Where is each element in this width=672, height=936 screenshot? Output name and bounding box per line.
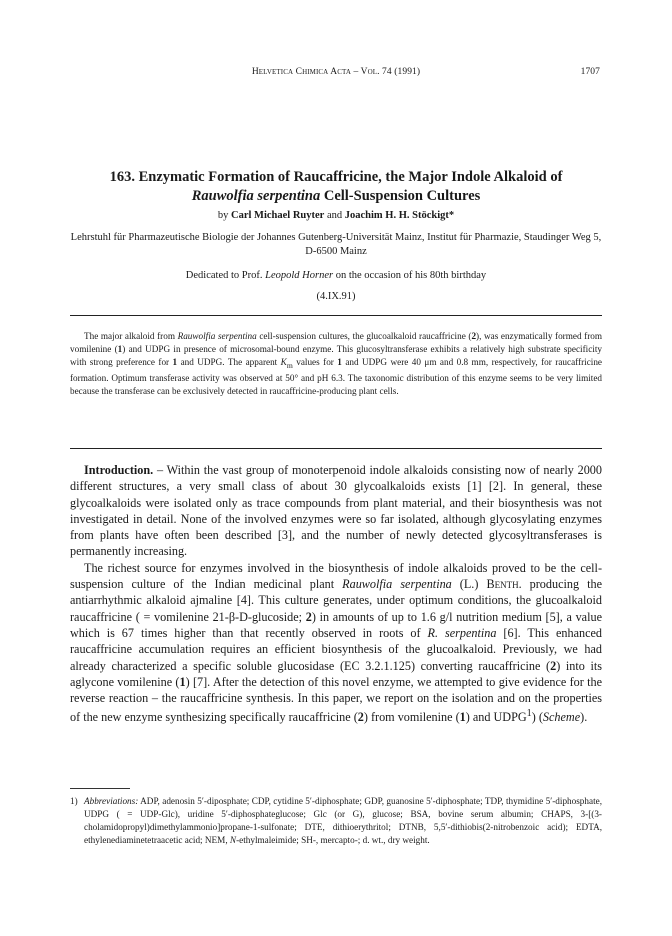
author-ruyter: Carl Michael Ruyter [231,210,325,221]
author-line [0,210,672,221]
dedication-post: on the occasion of his 80th birthday [333,270,487,281]
abstract-text: cell-suspension cultures, the glucoalkaloid raucaffricine ( [256,331,472,341]
km-subscript: m [286,360,293,370]
footnote-mark: 1) [70,796,78,806]
abstract-text: and UDPG were 40 μm and 0.8 mm, respectively, for raucaffricine formation. Optimum transferase activity was observed at 50° and pH 6.3. The taxonomic distribution of this enzyme seems to be very limited because the transferase can be exclusively detected in raucaffricine-producing plant cells. [70,357,603,396]
paragraph-text: ) ( [531,710,543,725]
footnote [70,795,602,847]
running-head [0,66,672,82]
paragraph-text: ) [7]. After the detection of this novel enzyme, we attempted to give evidence for the reverse reaction – the raucaffricine synthesis. In this paper, we report on the isolation and on the properties of the new enzyme synthesizing specifically raucaffricine ( [70,674,602,725]
km-symbol: K [280,357,287,367]
compound-number: 2 [550,658,557,673]
footnote-body [84,795,602,847]
title-line-1: 163. Enzymatic Formation of Raucaffricine, the Major Indole Alkaloid of [109,169,563,185]
abstract [70,330,602,398]
footnote-rule [70,788,130,789]
received-date: (4.IX.91) [316,291,356,302]
by-label: by [217,210,231,221]
footnote-ref: 1 [526,708,532,720]
abstract-top-rule [70,315,602,316]
abstract-text: and UDPG. The apparent [177,357,281,367]
author-stockigt: Joachim H. H. Stöckigt* [344,210,455,221]
footnote-text: -ethylmaleimide; SH-, mercapto-; d. wt., dry weight. [236,835,430,845]
abstract-text: The major alkaloid from [84,331,178,341]
article-title [92,168,580,206]
footnote-label: Abbreviations: [84,796,139,806]
compound-number: 2 [305,609,312,624]
title-line-2-end: Cell-Suspension Cultures [320,188,481,204]
and-label: and [324,210,345,221]
dedication [0,270,672,281]
compound-number: 1 [179,674,186,689]
plant-name: Rauwolfia serpentina [342,577,452,592]
paragraph-text: ). [580,710,588,725]
page-number: 1707 [580,67,600,77]
paragraph-text: ) and UDPG [465,710,527,725]
paragraph-text: [6]. This enhanced raucaffricine accumulation requires an efficient biosynthesis of the glucoalkaloid. Previously, we had already characterized a specific soluble glucosidase (EC 3.2.1.125) converting raucaffricine ( [70,625,602,673]
intro-heading: Introduction. [84,463,154,477]
intro-paragraph-2 [70,560,602,726]
paragraph-text: producing the antiarrhythmic alkaloid ajmaline [4]. This culture generates, under optimum conditions, the glucoalkaloid raucaffricine ( = vomilenine 21-β-D-glucoside; [70,577,602,624]
plant-name: R. serpentina [427,625,497,640]
footnote-italic: N [229,835,237,845]
paragraph-text: ) in amounts of up to 1.6 g/l nutrition medium [5], a value which is 67 times higher than that recently observed in roots of [70,609,602,640]
scheme-ref: Scheme [542,710,581,725]
affiliation: Lehrstuhl für Pharmazeutische Biologie der Johannes Gutenberg-Universität Mainz, Institut für Pharmazie, Staudinger Weg 5, D-6500 Mainz [70,232,602,257]
compound-number: 2 [471,331,477,341]
paragraph-text: (L.) [451,577,487,592]
abstract-text: ) and UDPG in presence of microsomal-bound enzyme. This glucosyltransferase exhibits a relatively high substrate specificity with strong preference for [70,344,602,367]
paragraph-text: – Within the vast group of monoterpenoid indole alkaloids consisting now of nearly 2000 different structures, a very small class of about 30 glycoalkaloids exists [1] [2]. In general, these glycoalkaloids were isolated only as trace compounds from plant material, and their biosynthesis was not investigated in detail. None of the involved enzymes were so far isolated, although glycosylating enzymes from plants have often been described [3], and the number of newly detected glycosyltransferases is permanently increasing. [70,463,602,559]
compound-number: 1 [117,344,123,354]
author-abbrev: Benth. [486,577,522,592]
compound-number: 1 [172,357,178,367]
dedication-name: Leopold Horner [265,270,334,281]
abstract-bottom-rule [70,448,602,449]
dedication-pre: Dedicated to Prof. [185,270,266,281]
journal-name: Helvetica Chimica Acta – Vol. 74 (1991) [251,67,421,77]
compound-number: 1 [459,710,466,725]
paragraph-text: ) from vomilenine ( [363,710,460,725]
paragraph-text: The richest source for enzymes involved in the biosynthesis of indole alkaloids proved to be the cell-suspension culture of the Indian medicinal plant [70,560,602,592]
abstract-plant-name: Rauwolfia serpentina [177,331,257,341]
intro-paragraph-1 [70,462,602,560]
paragraph-text: ) into its aglycone vomilenine ( [70,658,602,689]
abstract-text: ), was enzymatically formed from vomilenine ( [70,331,603,354]
compound-number: 2 [357,710,364,725]
title-plant-name: Rauwolfia serpentina [191,188,321,204]
compound-number: 1 [337,357,342,367]
abstract-text: values for [292,357,338,367]
introduction-section [70,462,602,726]
footnote-text: ADP, adenosin 5′-diposphate; CDP, cytidine 5′-diphosphate; GDP, guanosine 5′-diphosphate; TDP, thymidine 5′-diphosphate, UDPG ( = UDP-Glc), uridine 5′-diphosphateglucose; Glc (or G), glucose; BSA, bovine serum albumin; CHAPS, 3-[(3-cholamidopropyl)dimethylammonio]propane-1-sulfonate; DTE, dithioerythritol; DTNB, 5,5′-dithiobis(2-nitrobenzoic acid); EDTA, ethylenediaminetetraacetic acid; NEM, [84,796,602,845]
